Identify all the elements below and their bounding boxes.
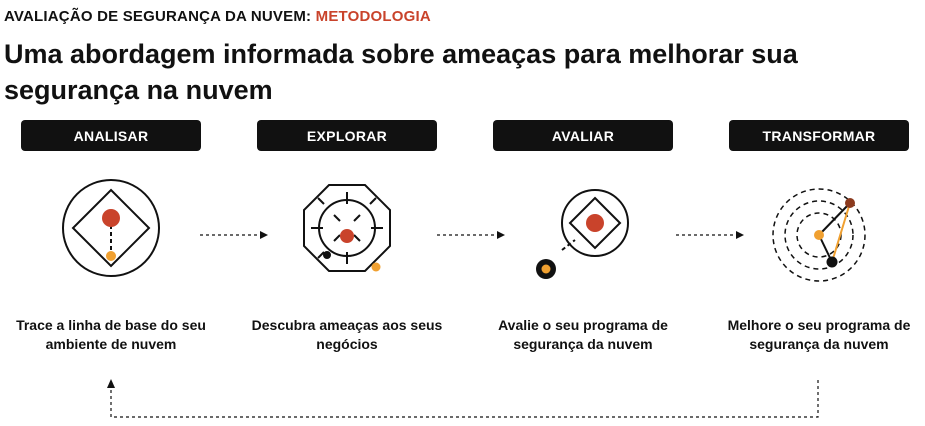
stage-caption-avaliar: Avalie o seu programa de segurança da nuvem [498,317,668,352]
flow-arrow-icon [437,228,507,242]
stage-caption-explorar: Descubra ameaças aos seus negócios [251,317,443,352]
evaluate-target-icon [518,178,648,288]
concentric-rings-icon [754,178,884,288]
flow-arrow-icon [676,228,746,242]
page-title: Uma abordagem informada sobre ameaças para melhorar sua segurança na nuvem [4,39,798,105]
eyebrow-accent: METODOLOGIA [315,8,431,25]
feedback-loop-arrow-icon [0,370,925,426]
stage-label-explorar: EXPLORAR [257,120,437,151]
stage-label-transformar: TRANSFORMAR [729,120,909,151]
octagon-crosshair-icon [282,178,412,288]
eyebrow [4,8,431,25]
stage-caption-analisar: Trace a linha de base do seu ambiente de nuvem [16,317,206,352]
diamond-target-icon [46,178,176,288]
stage-caption-transformar: Melhore o seu programa de segurança da nuvem [727,317,911,352]
flow-arrow-icon [200,228,270,242]
stage-label-analisar: ANALISAR [21,120,201,151]
eyebrow-prefix: AVALIAÇÃO DE SEGURANÇA DA NUVEM: [4,8,312,25]
stage-label-avaliar: AVALIAR [493,120,673,151]
